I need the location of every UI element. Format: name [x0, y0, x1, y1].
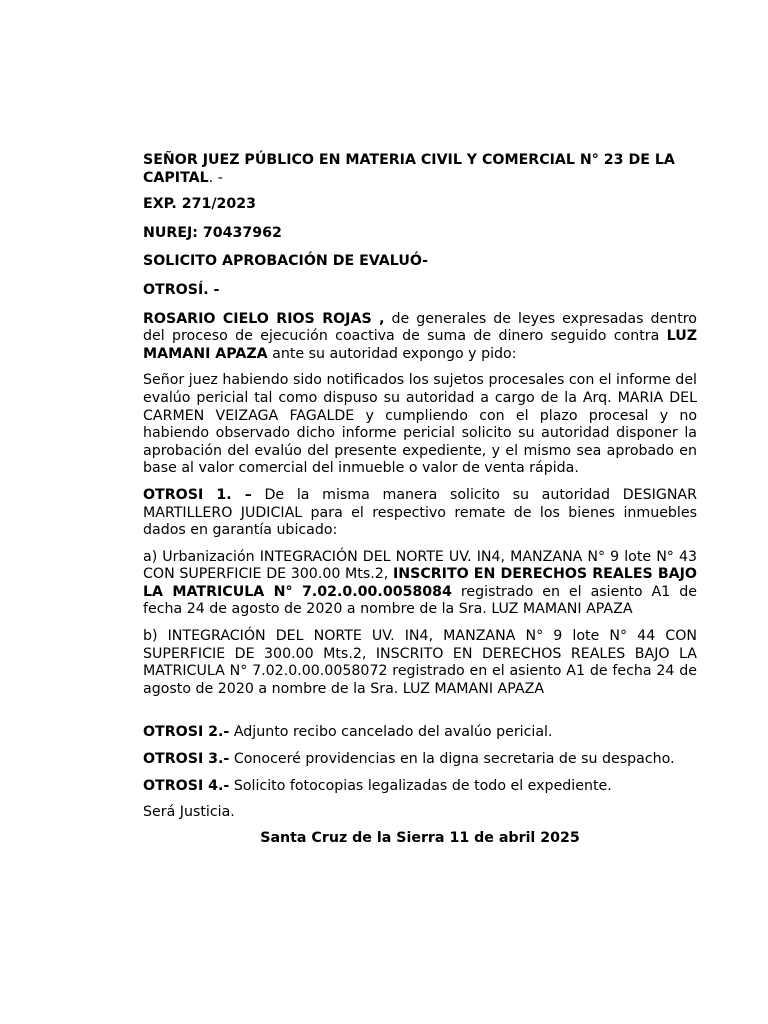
intro-paragraph	[143, 311, 697, 364]
otrosi-4-text: Solicito fotocopias legalizadas de todo el expediente.	[229, 777, 612, 794]
otrosi-3	[143, 751, 697, 769]
nurej	[143, 225, 697, 243]
item-a-bold: INSCRITO EN DERECHOS REALES BAJO LA MATRICULA N° 7.02.0.00.0058084	[143, 566, 697, 600]
item-b: b) INTEGRACIÓN DEL NORTE UV. IN4, MANZANA N° 9 lote N° 44 CON SUPERFICIE DE 300.00 Mts.2, INSCRITO EN DERECHOS REALES BAJO LA MATRICULA N° 7.02.0.00.0058072 registrado en el asiento A1 de fecha 24 de agosto de 2020 a nombre de la Sra. LUZ MAMANI APAZA	[143, 628, 697, 697]
expediente-text: EXP. 271/2023	[143, 196, 257, 213]
intro-text-2: ante su autoridad expongo y pido:	[267, 345, 517, 362]
addressee-tail: . -	[208, 169, 223, 186]
expediente	[143, 196, 697, 214]
document-page	[143, 152, 697, 856]
subject-text: SOLICITO APROBACIÓN DE EVALUÓ-	[143, 253, 429, 270]
otrosi-2-label: OTROSI 2.-	[143, 724, 230, 741]
otrosi-3-label: OTROSI 3.-	[143, 751, 230, 768]
defendant-name: LUZ MAMANI APAZA	[143, 328, 697, 362]
petitioner-name: ROSARIO CIELO RIOS ROJAS ,	[143, 310, 385, 327]
body-paragraph: Señor juez habiendo sido notificados los sujetos procesales con el informe del evalúo pericial tal como dispuso su autoridad a cargo de la Arq. MARIA DEL CARMEN VEIZAGA FAGALDE y cumpliendo con el plazo procesal y no habiendo observado dicho informe pericial solicito su autoridad disponer la aprobación del evalúo del presente expediente, y el mismo sea aprobado en base al valor comercial del inmueble o valor de venta rápida.	[143, 372, 697, 477]
intro-text-1: de generales de leyes expresadas dentro del proceso de ejecución coactiva de suma de dinero seguido contra	[143, 310, 697, 345]
addressee-bold: SEÑOR JUEZ PÚBLICO EN MATERIA CIVIL Y COMERCIAL N° 23 DE LA CAPITAL	[143, 152, 675, 186]
nurej-text: NUREJ: 70437962	[143, 224, 282, 241]
otrosi-4	[143, 778, 697, 796]
spacer	[143, 707, 697, 724]
otrosi-1	[143, 487, 697, 540]
otrosi-3-text: Conoceré providencias en la digna secretaria de su despacho.	[229, 751, 675, 768]
otrosi-2-text: Adjunto recibo cancelado del avalúo pericial.	[229, 724, 553, 741]
otrosi-heading-text: OTROSÍ. -	[143, 281, 220, 298]
closing: Será Justicia.	[143, 804, 235, 821]
otrosi-4-label: OTROSI 4.-	[143, 777, 230, 794]
otrosi-2	[143, 724, 697, 742]
otrosi-heading	[143, 282, 697, 300]
item-a-text-1: a) Urbanización INTEGRACIÓN DEL NORTE UV. IN4, MANZANA N° 9 lote N° 43 CON SUPERFICIE DE 300.00 Mts.2,	[143, 548, 697, 583]
otrosi-1-text: De la misma manera solicito su autoridad DESIGNAR MARTILLERO JUDICIAL para el respectivo remate de los bienes inmuebles dados en garantía ubicado:	[143, 486, 697, 539]
item-a	[143, 549, 697, 619]
addressee	[143, 152, 697, 187]
place-date	[143, 830, 697, 848]
place-date-text: Santa Cruz de la Sierra 11 de abril 2025	[260, 829, 580, 846]
subject	[143, 253, 697, 271]
item-a-text-2: registrado en el asiento A1 de fecha 24 de agosto de 2020 a nombre de la Sra. LUZ MAMANI APAZA	[143, 583, 697, 618]
otrosi-1-label: OTROSI 1. –	[143, 486, 252, 503]
